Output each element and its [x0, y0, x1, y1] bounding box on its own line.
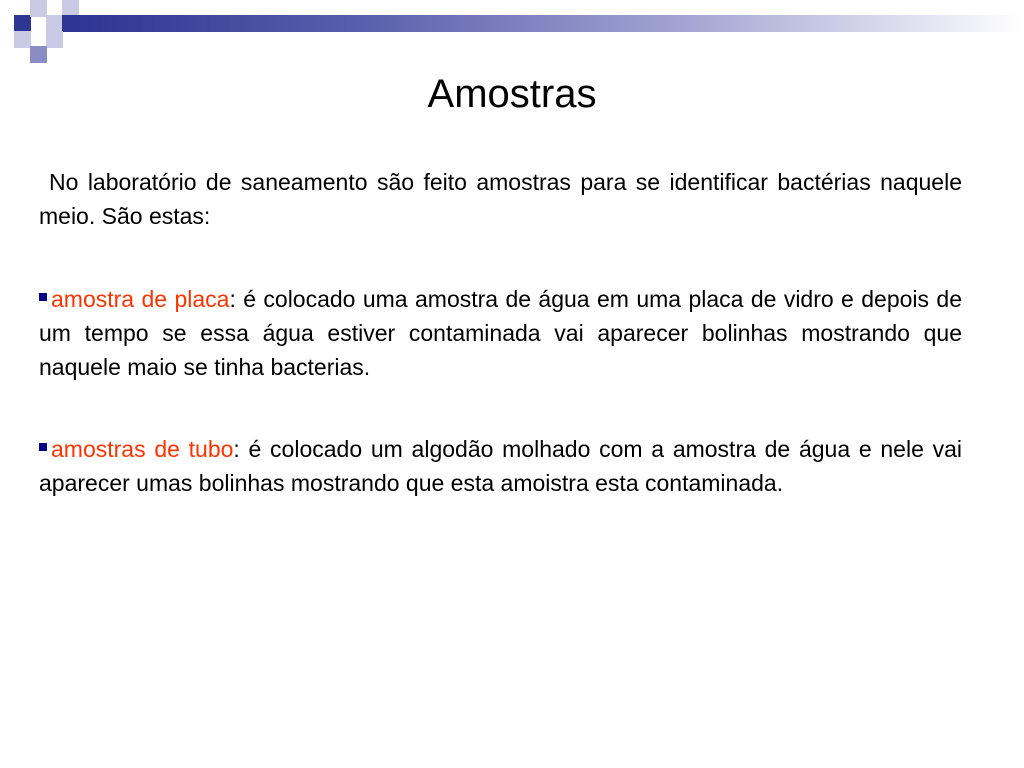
- item-text: é colocado uma amostra de água em uma placa de vidro e depois de um tempo se essa água estiver contaminada vai aparecer bolinhas mostrando que naquele maio se tinha bacterias.: [39, 286, 962, 380]
- list-item: [39, 282, 962, 384]
- slide-title: Amostras: [427, 72, 597, 116]
- header-gradient-bar: [78, 15, 1024, 32]
- decor-square: [46, 15, 63, 32]
- decor-square: [30, 46, 47, 63]
- decor-square: [14, 31, 31, 48]
- decor-square: [30, 0, 47, 17]
- square-bullet-icon: [39, 293, 47, 301]
- list-item: [39, 432, 962, 500]
- item-separator: :: [229, 286, 236, 312]
- square-bullet-icon: [39, 443, 47, 451]
- item-term: amostra de placa: [51, 286, 230, 312]
- slide-body: [39, 165, 962, 500]
- item-term: amostras de tubo: [51, 436, 234, 462]
- item-text: é colocado um algodão molhado com a amostra de água e nele vai aparecer umas bolinhas mostrando que esta amoistra esta contaminada.: [39, 436, 962, 496]
- decor-square: [62, 15, 79, 32]
- intro-paragraph: No laboratório de saneamento são feito amostras para se identificar bactérias naquele meio. São estas:: [39, 169, 962, 229]
- decor-square: [46, 31, 63, 48]
- item-separator: :: [233, 436, 240, 462]
- decor-square: [14, 15, 31, 32]
